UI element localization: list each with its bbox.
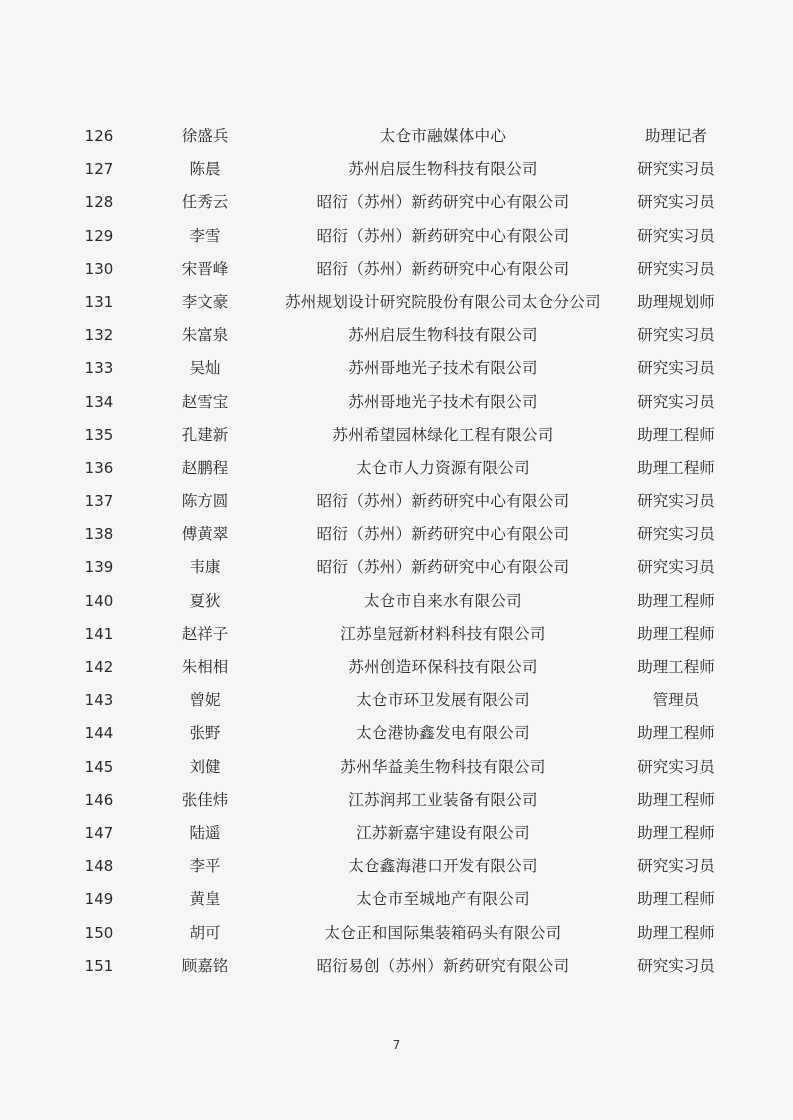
organization-name: 太仓市至城地产有限公司 bbox=[356, 890, 530, 909]
professional-title: 助理工程师 bbox=[637, 458, 715, 477]
table-row bbox=[0, 585, 793, 618]
row-number: 136 bbox=[84, 458, 114, 477]
organization-name: 太仓市自来水有限公司 bbox=[363, 591, 522, 610]
professional-title: 研究实习员 bbox=[637, 359, 715, 378]
table-row bbox=[0, 419, 793, 452]
organization-name: 苏州希望园林绿化工程有限公司 bbox=[332, 425, 554, 444]
professional-title: 研究实习员 bbox=[637, 160, 715, 179]
row-number: 145 bbox=[84, 757, 114, 776]
organization-name: 太仓市环卫发展有限公司 bbox=[356, 691, 530, 710]
professional-title: 助理记者 bbox=[644, 127, 707, 145]
organization-name: 昭衍（苏州）新药研究中心有限公司 bbox=[316, 259, 570, 278]
table-row bbox=[0, 186, 793, 219]
table-row bbox=[0, 286, 793, 319]
organization-name: 太仓市人力资源有限公司 bbox=[356, 458, 530, 477]
table-row bbox=[0, 518, 793, 551]
table-row bbox=[0, 618, 793, 651]
professional-title: 研究实习员 bbox=[637, 956, 715, 975]
person-name: 傅黄翠 bbox=[181, 525, 229, 544]
person-name: 陈晨 bbox=[189, 160, 221, 179]
person-name: 韦康 bbox=[189, 558, 221, 577]
row-number: 137 bbox=[84, 492, 114, 511]
row-number: 144 bbox=[84, 724, 114, 743]
table-row bbox=[0, 950, 793, 983]
organization-name: 江苏皇冠新材料科技有限公司 bbox=[340, 624, 546, 643]
table-row bbox=[0, 751, 793, 784]
row-number: 142 bbox=[84, 658, 114, 676]
table-row bbox=[0, 452, 793, 485]
professional-title: 研究实习员 bbox=[637, 492, 715, 511]
person-name: 李文豪 bbox=[181, 292, 229, 311]
row-number: 131 bbox=[84, 292, 114, 311]
row-number: 128 bbox=[84, 193, 114, 212]
table-row bbox=[0, 684, 793, 717]
person-name: 赵祥子 bbox=[181, 624, 229, 643]
professional-title: 研究实习员 bbox=[637, 525, 715, 544]
organization-name: 太仓正和国际集装箱码头有限公司 bbox=[324, 923, 562, 942]
person-name: 孔建新 bbox=[181, 425, 229, 444]
table-row bbox=[0, 485, 793, 518]
person-name: 胡可 bbox=[189, 923, 221, 942]
organization-name: 昭衍（苏州）新药研究中心有限公司 bbox=[316, 492, 570, 511]
organization-name: 昭衍（苏州）新药研究中心有限公司 bbox=[316, 558, 570, 577]
table-row bbox=[0, 917, 793, 950]
organization-name: 苏州启辰生物科技有限公司 bbox=[348, 326, 538, 345]
organization-name: 苏州华益美生物科技有限公司 bbox=[340, 757, 546, 776]
table-row bbox=[0, 817, 793, 850]
organization-name: 苏州规划设计研究院股份有限公司太仓分公司 bbox=[284, 292, 601, 311]
person-name: 曾妮 bbox=[189, 691, 221, 710]
personnel-table bbox=[0, 120, 793, 983]
row-number: 132 bbox=[84, 326, 114, 345]
professional-title: 助理规划师 bbox=[637, 292, 715, 311]
organization-name: 太仓港协鑫发电有限公司 bbox=[356, 724, 530, 743]
professional-title: 研究实习员 bbox=[637, 226, 715, 245]
person-name: 李平 bbox=[189, 857, 221, 876]
organization-name: 昭衍（苏州）新药研究中心有限公司 bbox=[316, 226, 570, 245]
organization-name: 昭衍易创（苏州）新药研究有限公司 bbox=[316, 956, 570, 975]
professional-title: 研究实习员 bbox=[637, 259, 715, 278]
table-row bbox=[0, 784, 793, 817]
person-name: 陆遥 bbox=[189, 823, 221, 842]
person-name: 李雪 bbox=[189, 226, 221, 245]
row-number: 149 bbox=[84, 890, 114, 909]
row-number: 135 bbox=[84, 425, 114, 444]
row-number: 151 bbox=[84, 956, 114, 975]
person-name: 朱相相 bbox=[181, 658, 229, 676]
table-row bbox=[0, 551, 793, 584]
table-row bbox=[0, 220, 793, 253]
person-name: 赵鹏程 bbox=[181, 458, 229, 477]
table-row bbox=[0, 651, 793, 684]
table-row bbox=[0, 153, 793, 186]
professional-title: 助理工程师 bbox=[637, 425, 715, 444]
professional-title: 研究实习员 bbox=[637, 193, 715, 212]
professional-title: 助理工程师 bbox=[637, 624, 715, 643]
person-name: 张佳炜 bbox=[181, 790, 229, 809]
person-name: 宋晋峰 bbox=[181, 259, 229, 278]
organization-name: 江苏新嘉宇建设有限公司 bbox=[356, 823, 530, 842]
professional-title: 助理工程师 bbox=[637, 591, 715, 610]
organization-name: 苏州启辰生物科技有限公司 bbox=[348, 160, 538, 179]
professional-title: 研究实习员 bbox=[637, 326, 715, 345]
professional-title: 助理工程师 bbox=[637, 823, 715, 842]
row-number: 148 bbox=[84, 857, 114, 876]
person-name: 任秀云 bbox=[181, 193, 229, 212]
professional-title: 助理工程师 bbox=[637, 790, 715, 809]
organization-name: 江苏润邦工业装备有限公司 bbox=[348, 790, 538, 809]
row-number: 138 bbox=[84, 525, 114, 544]
person-name: 黄皇 bbox=[189, 890, 221, 909]
professional-title: 研究实习员 bbox=[637, 757, 715, 776]
organization-name: 苏州创造环保科技有限公司 bbox=[348, 658, 538, 676]
professional-title: 研究实习员 bbox=[637, 558, 715, 577]
professional-title: 研究实习员 bbox=[637, 857, 715, 876]
professional-title: 管理员 bbox=[652, 691, 700, 710]
table-row bbox=[0, 120, 793, 153]
professional-title: 助理工程师 bbox=[637, 658, 715, 676]
row-number: 146 bbox=[84, 790, 114, 809]
person-name: 赵雪宝 bbox=[181, 392, 229, 411]
professional-title: 助理工程师 bbox=[637, 890, 715, 909]
row-number: 140 bbox=[84, 591, 114, 610]
professional-title: 助理工程师 bbox=[637, 724, 715, 743]
person-name: 顾嘉铭 bbox=[181, 956, 229, 975]
organization-name: 昭衍（苏州）新药研究中心有限公司 bbox=[316, 525, 570, 544]
table-row bbox=[0, 253, 793, 286]
table-row bbox=[0, 319, 793, 352]
row-number: 150 bbox=[84, 923, 114, 942]
organization-name: 苏州哥地光子技术有限公司 bbox=[348, 359, 538, 378]
person-name: 徐盛兵 bbox=[181, 127, 229, 145]
table-row bbox=[0, 386, 793, 419]
person-name: 陈方圆 bbox=[181, 492, 229, 511]
row-number: 130 bbox=[84, 259, 114, 278]
row-number: 127 bbox=[84, 160, 114, 179]
organization-name: 苏州哥地光子技术有限公司 bbox=[348, 392, 538, 411]
row-number: 134 bbox=[84, 392, 114, 411]
professional-title: 助理工程师 bbox=[637, 923, 715, 942]
row-number: 139 bbox=[84, 558, 114, 577]
person-name: 张野 bbox=[189, 724, 221, 743]
person-name: 朱富泉 bbox=[181, 326, 229, 345]
row-number: 147 bbox=[84, 823, 114, 842]
organization-name: 昭衍（苏州）新药研究中心有限公司 bbox=[316, 193, 570, 212]
table-row bbox=[0, 717, 793, 750]
person-name: 吴灿 bbox=[189, 359, 221, 378]
row-number: 143 bbox=[84, 691, 114, 710]
table-row bbox=[0, 883, 793, 916]
person-name: 刘健 bbox=[189, 757, 221, 776]
person-name: 夏狄 bbox=[189, 591, 221, 610]
row-number: 129 bbox=[84, 226, 114, 245]
row-number: 126 bbox=[84, 127, 114, 145]
row-number: 133 bbox=[84, 359, 114, 378]
table-row bbox=[0, 352, 793, 385]
professional-title: 研究实习员 bbox=[637, 392, 715, 411]
organization-name: 太仓市融媒体中心 bbox=[379, 127, 507, 145]
table-row bbox=[0, 850, 793, 883]
page-number: 7 bbox=[392, 1038, 401, 1052]
row-number: 141 bbox=[84, 624, 114, 643]
organization-name: 太仓鑫海港口开发有限公司 bbox=[348, 857, 538, 876]
